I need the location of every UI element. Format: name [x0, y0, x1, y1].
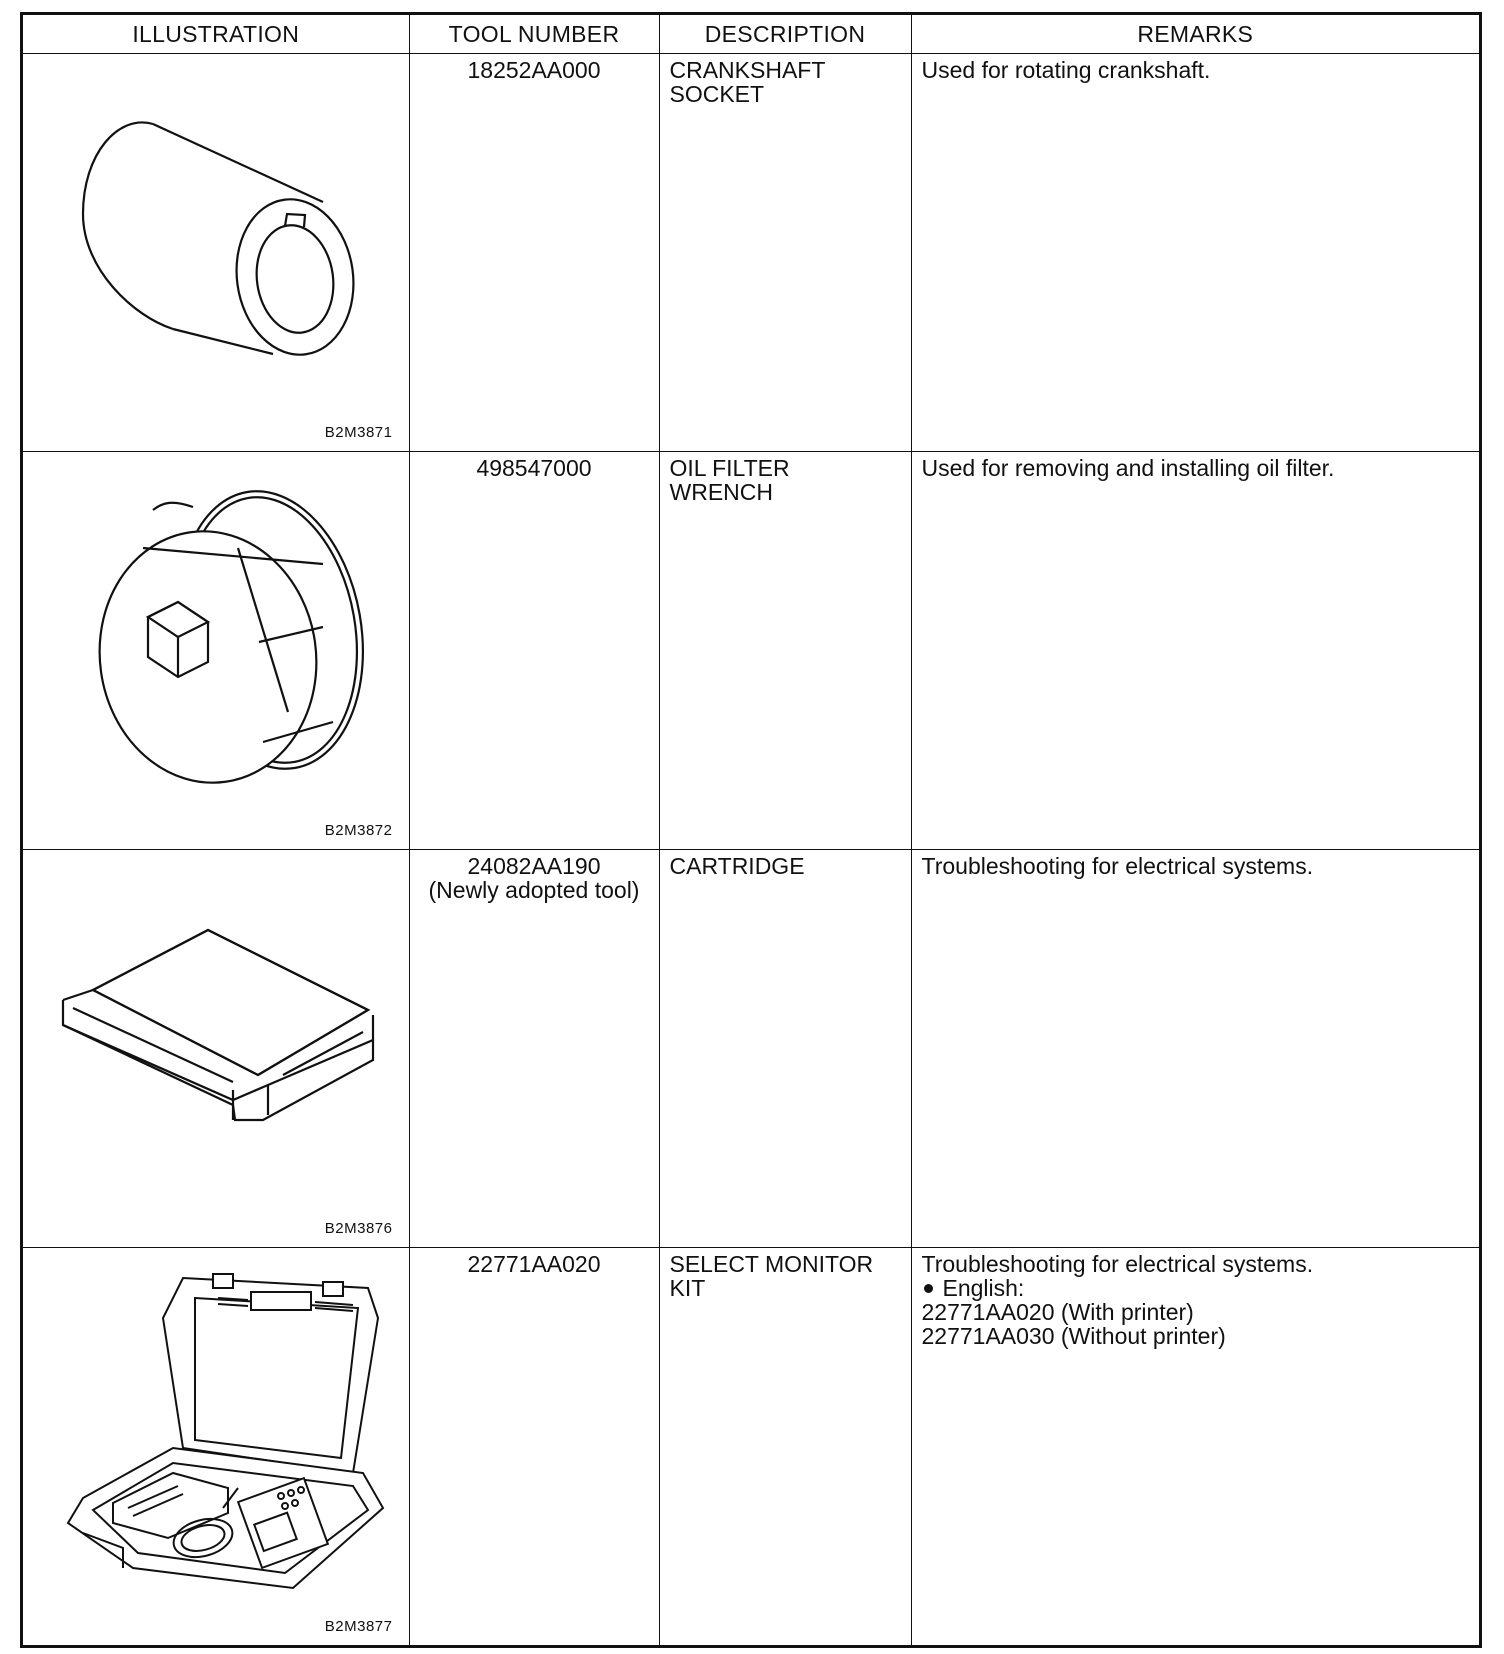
header-remarks: REMARKS [911, 15, 1479, 54]
header-description: DESCRIPTION [659, 15, 911, 54]
description-line: KIT [669, 1275, 706, 1301]
table-header-row [23, 15, 1479, 54]
remarks-text: Used for removing and installing oil filter. [921, 455, 1335, 481]
description-line: CARTRIDGE [669, 853, 805, 879]
description-cell [659, 452, 911, 850]
remarks-cell [911, 54, 1479, 452]
image-code: B2M3876 [324, 1220, 393, 1237]
illustration-cell [23, 452, 409, 850]
image-code: B2M3871 [324, 424, 393, 441]
tool-number: 24082AA190 [467, 853, 601, 879]
header-tool-number: TOOL NUMBER [409, 15, 659, 54]
illustration-cell [23, 54, 409, 452]
illustration-cell [23, 850, 409, 1248]
image-code: B2M3877 [324, 1618, 393, 1635]
description-cell [659, 1248, 911, 1646]
illustration-cell [23, 1248, 409, 1646]
description-line: OIL FILTER [669, 455, 790, 481]
tool-number-cell [409, 452, 659, 850]
remarks-cell [911, 452, 1479, 850]
tool-number-cell [409, 54, 659, 452]
description-line: SOCKET [669, 81, 765, 107]
table-row [23, 54, 1479, 452]
image-code: B2M3872 [324, 822, 393, 839]
remarks-cell [911, 1248, 1479, 1646]
special-tools-table [23, 15, 1479, 1645]
tool-note: (Newly adopted tool) [428, 877, 640, 903]
cartridge-illustration [23, 850, 409, 1240]
select-monitor-kit-illustration [23, 1248, 409, 1638]
description-cell [659, 54, 911, 452]
tool-number: 498547000 [476, 455, 592, 481]
description-line: SELECT MONITOR [669, 1251, 874, 1277]
remarks-text: Used for rotating crankshaft. [921, 57, 1211, 83]
tool-number-cell [409, 1248, 659, 1646]
table-row [23, 850, 1479, 1248]
header-illustration: ILLUSTRATION [23, 15, 409, 54]
tool-number-cell [409, 850, 659, 1248]
crankshaft-socket-illustration [23, 54, 409, 444]
table-row [23, 1248, 1479, 1646]
description-line: WRENCH [669, 479, 773, 505]
remarks-cell [911, 850, 1479, 1248]
remarks-line: 22771AA030 (Without printer) [921, 1323, 1226, 1349]
bullet-icon [924, 1284, 933, 1293]
remarks-text: Troubleshooting for electrical systems. [921, 1251, 1314, 1277]
remarks-bullet-item [922, 1276, 1480, 1300]
remarks-text: Troubleshooting for electrical systems. [921, 853, 1314, 879]
special-tools-page [20, 12, 1482, 1648]
oil-filter-wrench-illustration [23, 452, 409, 842]
description-line: CRANKSHAFT [669, 57, 826, 83]
tool-number: 22771AA020 [467, 1251, 601, 1277]
remarks-line: 22771AA020 (With printer) [921, 1299, 1194, 1325]
tool-number: 18252AA000 [467, 57, 601, 83]
description-cell [659, 850, 911, 1248]
remarks-bullet-text: English: [942, 1275, 1025, 1301]
table-row [23, 452, 1479, 850]
